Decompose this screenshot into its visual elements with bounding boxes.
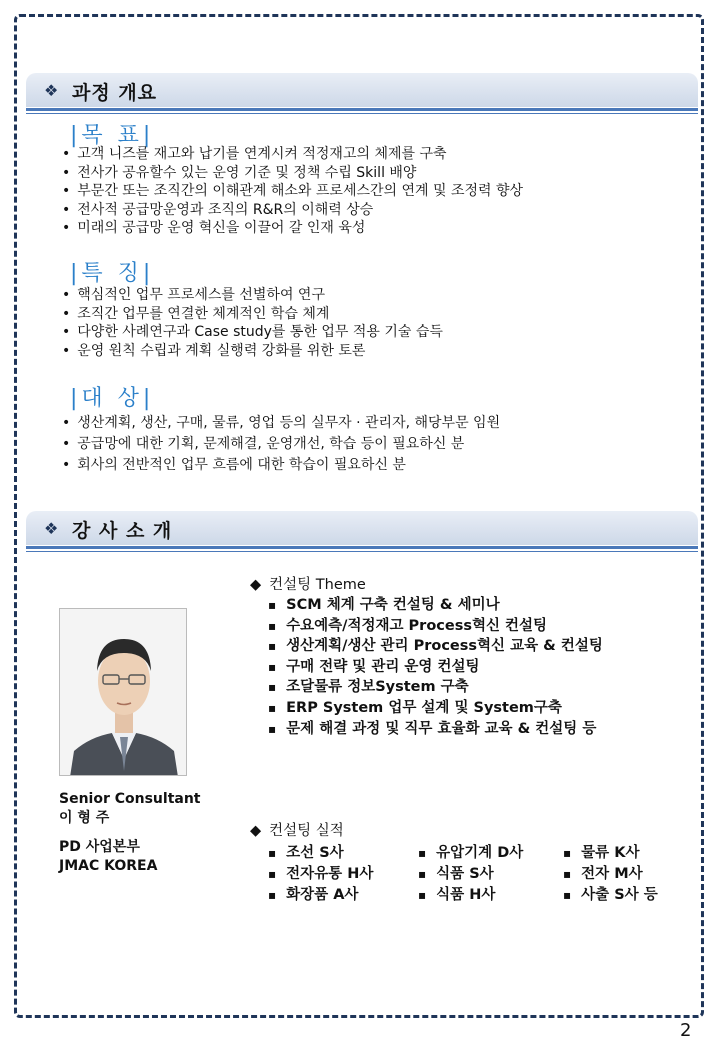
list-item: • 미래의 공급망 운영 혁신을 이끌어 갈 인재 육성: [62, 219, 523, 238]
divider: [26, 551, 698, 552]
divider: [26, 546, 698, 549]
list-item: ▪ 물류 K사: [563, 844, 683, 862]
consulting-theme-list: [268, 595, 603, 739]
section-header-course-overview: [26, 73, 698, 107]
list-item: ▪ 전자 M사: [563, 865, 683, 883]
consulting-results-heading: [250, 819, 344, 840]
list-item: • 운영 원칙 수립과 계획 실행력 강화를 위한 토론: [62, 342, 443, 361]
divider: [26, 113, 698, 114]
list-item: • 조직간 업무를 연결한 체계적인 학습 체계: [62, 305, 443, 324]
target-heading: |대 상|: [70, 386, 155, 411]
list-item: • 공급망에 대한 기획, 문제해결, 운영개선, 학습 등이 필요하신 분: [62, 434, 500, 455]
list-item: ▪ 조달물류 정보System 구축: [268, 677, 603, 698]
list-item: ▪ 유압기계 D사: [418, 844, 563, 862]
list-item: • 전사가 공유할수 있는 운영 기준 및 정책 수립 Skill 배양: [62, 164, 523, 183]
list-item: ▪ 수요예측/적정재고 Process혁신 컨설팅: [268, 616, 603, 637]
section-header-instructor: [26, 511, 698, 545]
list-item: ▪ 구매 전략 및 관리 운영 컨설팅: [268, 657, 603, 678]
section-title: 과정 개요: [72, 82, 158, 104]
list-item: • 부문간 또는 조직간의 이해관계 해소와 프로세스간의 연계 및 조정력 향상: [62, 182, 523, 201]
features-list: [62, 286, 443, 360]
list-item: • 다양한 사례연구과 Case study를 통한 업무 적용 기술 습득: [62, 323, 443, 342]
goals-heading: |목 표|: [70, 123, 155, 148]
page-number: 2: [680, 1020, 692, 1041]
heading-label: 컨설팅 Theme: [269, 577, 366, 593]
heading-label: 컨설팅 실적: [269, 823, 344, 839]
list-item: ▪ SCM 체계 구축 컨설팅 & 세미나: [268, 595, 603, 616]
instructor-company: JMAC KOREA: [59, 858, 158, 874]
target-list: [62, 413, 500, 476]
list-item: • 고객 니즈를 재고와 납기를 연계시켜 적정재고의 체제를 구축: [62, 145, 523, 164]
list-item: ▪ 전자유통 H사: [268, 865, 418, 883]
list-item: ▪ 식품 H사: [418, 886, 563, 904]
list-item: ▪ 식품 S사: [418, 865, 563, 883]
divider: [26, 108, 698, 111]
instructor-name: 이 형 주: [59, 810, 110, 826]
list-item: • 핵심적인 업무 프로세스를 선별하여 연구: [62, 286, 443, 305]
list-item: ▪ 생산계획/생산 관리 Process혁신 교육 & 컨설팅: [268, 636, 603, 657]
list-item: ▪ 사출 S사 등: [563, 886, 683, 904]
diamond-bullet-icon: ❖: [44, 81, 59, 100]
diamond-bullet-icon: ◆: [250, 577, 262, 593]
diamond-bullet-icon: ❖: [44, 519, 59, 538]
list-item: • 생산계획, 생산, 구매, 물류, 영업 등의 실무자 · 관리자, 해당부문 임원: [62, 413, 500, 434]
list-item: ▪ 조선 S사: [268, 844, 418, 862]
features-heading: |특 징|: [70, 261, 155, 286]
list-item: ▪ ERP System 업무 설계 및 System구축: [268, 698, 603, 719]
goals-list: [62, 145, 523, 238]
list-item: ▪ 화장품 A사: [268, 886, 418, 904]
section-title: 강 사 소 개: [72, 520, 173, 542]
instructor-dept: PD 사업본부: [59, 839, 140, 855]
consulting-theme-heading: [250, 573, 366, 594]
list-item: • 전사적 공급망운영과 조직의 R&R의 이해력 상승: [62, 201, 523, 220]
instructor-role: Senior Consultant: [59, 791, 201, 807]
consulting-results-grid: [268, 844, 688, 904]
diamond-bullet-icon: ◆: [250, 823, 262, 839]
instructor-photo: [59, 608, 187, 776]
list-item: ▪ 문제 해결 과정 및 직무 효율화 교육 & 컨설팅 등: [268, 719, 603, 740]
list-item: • 회사의 전반적인 업무 흐름에 대한 학습이 필요하신 분: [62, 455, 500, 476]
